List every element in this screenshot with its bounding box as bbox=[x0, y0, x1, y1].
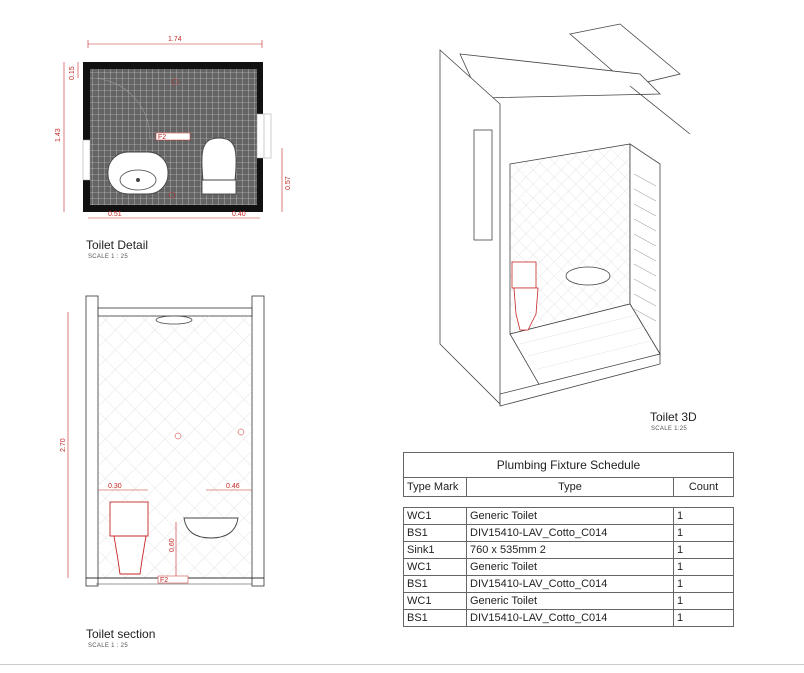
plan-dim-depth: 1.43 bbox=[55, 128, 62, 142]
cell-count: 1 bbox=[674, 610, 734, 627]
cell-count: 1 bbox=[674, 559, 734, 576]
cell-count: 1 bbox=[674, 576, 734, 593]
section-dim-sink-offset: 0.46 bbox=[226, 483, 240, 490]
section-drawing bbox=[56, 290, 296, 600]
cell-count: 1 bbox=[674, 508, 734, 525]
cell-type-mark: WC1 bbox=[404, 559, 467, 576]
column-header-type-mark: Type Mark bbox=[404, 478, 467, 497]
table-row bbox=[404, 593, 734, 610]
plan-floor-tag: F2 bbox=[158, 134, 167, 141]
cell-type-mark: Sink1 bbox=[404, 542, 467, 559]
cell-type: DIV15410-LAV_Cotto_C014 bbox=[467, 525, 674, 542]
table-row bbox=[404, 525, 734, 542]
plan-dim-right-bottom: 0.40 bbox=[232, 211, 246, 218]
plan-dim-right-height: 0.57 bbox=[285, 176, 292, 190]
cell-type-mark: BS1 bbox=[404, 525, 467, 542]
cell-type-mark: BS1 bbox=[404, 610, 467, 627]
plan-title: Toilet Detail bbox=[86, 238, 149, 252]
iso-drawing bbox=[420, 14, 710, 414]
table-row bbox=[404, 576, 734, 593]
iso-scale: SCALE 1:25 bbox=[651, 426, 688, 432]
cell-type-mark: BS1 bbox=[404, 576, 467, 593]
section-dim-height: 2.70 bbox=[60, 438, 67, 452]
cell-type-mark: WC1 bbox=[404, 508, 467, 525]
cell-type: Generic Toilet bbox=[467, 593, 674, 610]
cell-count: 1 bbox=[674, 593, 734, 610]
iso-title: Toilet 3D bbox=[650, 410, 697, 424]
page-divider bbox=[0, 664, 804, 665]
section-scale: SCALE 1 : 25 bbox=[88, 643, 128, 649]
plan-drawing bbox=[50, 30, 290, 225]
column-header-type: Type bbox=[467, 478, 674, 497]
table-row bbox=[404, 508, 734, 525]
cell-count: 1 bbox=[674, 542, 734, 559]
cell-count: 1 bbox=[674, 525, 734, 542]
table-row bbox=[404, 542, 734, 559]
section-title: Toilet section bbox=[86, 627, 156, 641]
table-row bbox=[404, 559, 734, 576]
plumbing-fixture-schedule bbox=[403, 452, 734, 627]
section-dim-sink-height: 0.60 bbox=[169, 538, 176, 552]
cell-type: DIV15410-LAV_Cotto_C014 bbox=[467, 576, 674, 593]
plan-dim-width: 1.74 bbox=[168, 36, 182, 43]
cell-type: Generic Toilet bbox=[467, 559, 674, 576]
cell-type: 760 x 535mm 2 bbox=[467, 542, 674, 559]
cell-type: Generic Toilet bbox=[467, 508, 674, 525]
cell-type: DIV15410-LAV_Cotto_C014 bbox=[467, 610, 674, 627]
column-header-count: Count bbox=[674, 478, 734, 497]
schedule-title: Plumbing Fixture Schedule bbox=[404, 453, 734, 478]
table-row bbox=[404, 610, 734, 627]
section-floor-tag: F2 bbox=[160, 577, 169, 584]
plan-dim-left-bottom: 0.51 bbox=[108, 211, 122, 218]
plan-scale: SCALE 1 : 25 bbox=[88, 254, 128, 260]
cell-type-mark: WC1 bbox=[404, 593, 467, 610]
section-dim-toilet-offset: 0.30 bbox=[108, 483, 122, 490]
plan-dim-top-offset: 0.15 bbox=[69, 66, 76, 80]
